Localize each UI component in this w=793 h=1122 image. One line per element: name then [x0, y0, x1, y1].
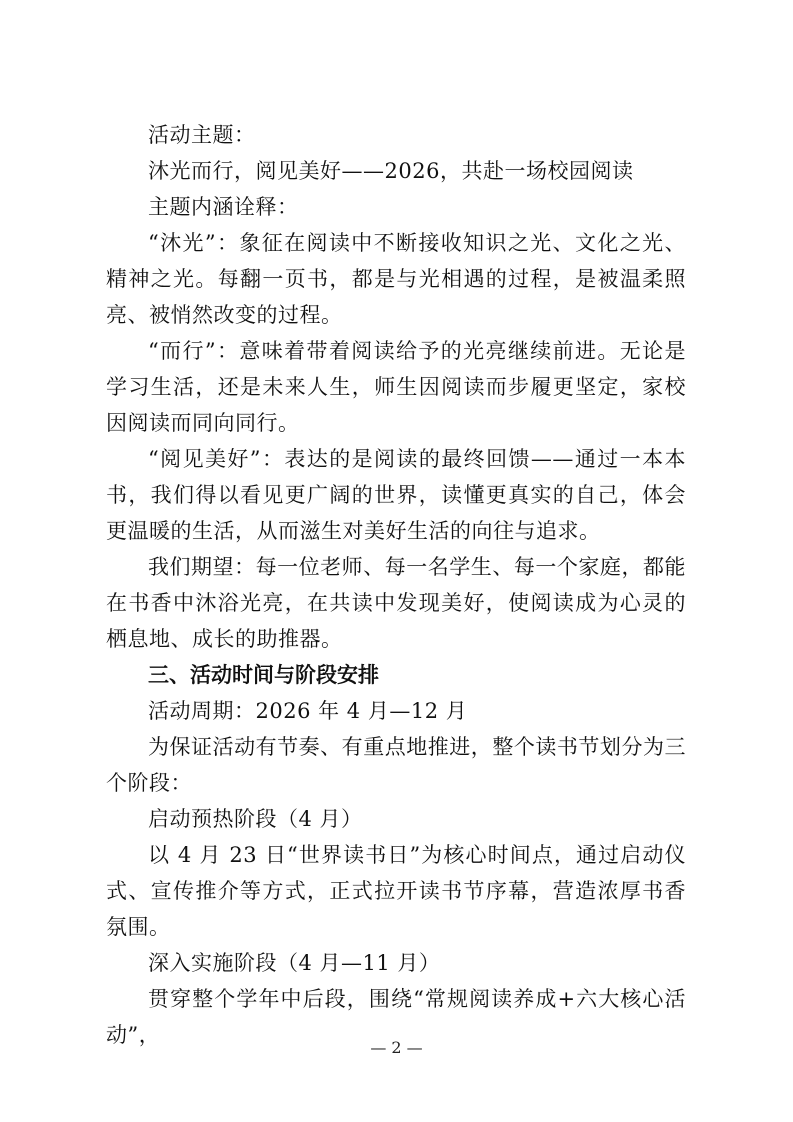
paragraph-stage-intro: 为保证活动有节奏、有重点地推进，整个读书节划分为三个阶段：: [106, 735, 686, 795]
paragraph-stage-2-title: 深入实施阶段（4 月—11 月）: [148, 951, 441, 975]
page-number: — 2 —: [370, 1038, 423, 1057]
paragraph-erxing: “而行”：意味着带着阅读给予的光亮继续前进。无论是学习生活，还是未来人生，师生因阅读而步履更坚定，家校因阅读而同向同行。: [106, 339, 686, 435]
paragraph-muguang: “沐光”：象征在阅读中不断接收知识之光、文化之光、精神之光。每翻一页书，都是与光相遇的过程，是被温柔照亮、被悄然改变的过程。: [106, 231, 686, 327]
paragraph-expectation: 我们期望：每一位老师、每一名学生、每一个家庭，都能在书香中沐浴光亮，在共读中发现美好，使阅读成为心灵的栖息地、成长的助推器。: [106, 555, 686, 651]
paragraph-theme-label: 活动主题：: [148, 123, 256, 147]
paragraph-stage-1-title: 启动预热阶段（4 月）: [148, 807, 363, 831]
paragraph-activity-period: 活动周期：2026 年 4 月—12 月: [148, 699, 468, 723]
paragraph-stage-2-desc: 贯穿整个学年中后段，围绕“常规阅读养成+六大核心活动”，: [106, 987, 686, 1047]
document-body: [106, 117, 686, 1053]
paragraph-theme-meaning-label: 主题内涵诠释：: [148, 195, 299, 219]
paragraph-theme-title: 沐光而行，阅见美好——2026，共赴一场校园阅读: [148, 159, 634, 183]
paragraph-stage-1-desc: 以 4 月 23 日“世界读书日”为核心时间点，通过启动仪式、宣传推介等方式，正式拉开读书节序幕，营造浓厚书香氛围。: [106, 843, 686, 939]
paragraph-yuejianmeihao: “阅见美好”：表达的是阅读的最终回馈——通过一本本书，我们得以看见更广阔的世界，读懂更真实的自己，体会更温暖的生活，从而滋生对美好生活的向往与追求。: [106, 447, 686, 543]
section-heading-3: 三、活动时间与阶段安排: [148, 663, 379, 687]
